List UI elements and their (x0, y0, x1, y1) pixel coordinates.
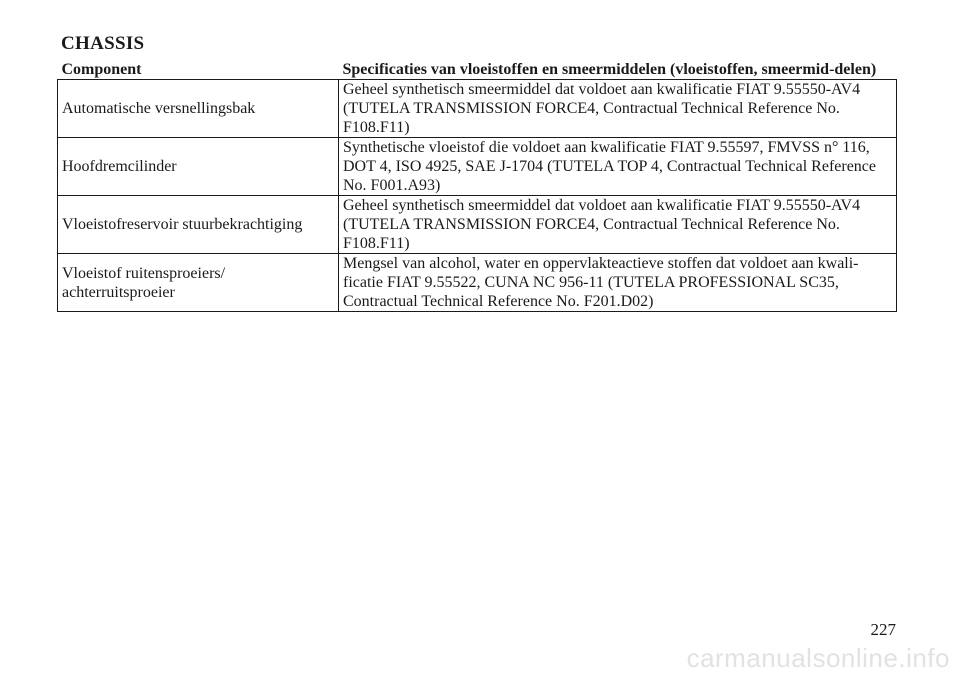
row-component-cell: Vloeistof ruitensproeiers/ achterruitsproeier (58, 254, 339, 312)
row-spec-cell: Mengsel van alcohol, water en oppervlakteactieve stoffen dat voldoet aan kwali-ficatie FIAT 9.55522, CUNA NC 956-11 (TUTELA PROFESSIONAL SC35, Contractual Technical Reference No. F201.D02) (339, 254, 897, 312)
row-spec-cell: Geheel synthetisch smeermiddel dat voldoet aan kwalificatie FIAT 9.55550-AV4 (TUTELA TRANSMISSION FORCE4, Contractual Technical Reference No. F108.F11) (339, 196, 897, 254)
section-title: CHASSIS (61, 33, 145, 54)
table-row (58, 80, 897, 138)
header-component: Component (58, 60, 339, 80)
page-number: 227 (870, 620, 896, 639)
row-spec-cell: Synthetische vloeistof die voldoet aan kwalificatie FIAT 9.55597, FMVSS n° 116, DOT 4, ISO 4925, SAE J-1704 (TUTELA TOP 4, Contractual Technical Reference No. F001.A93) (339, 138, 897, 196)
table-row (58, 254, 897, 312)
row-component-cell: Automatische versnellingsbak (58, 80, 339, 138)
header-spec: Specificaties van vloeistoffen en smeermiddelen (vloeistoffen, smeermid-delen) (339, 60, 897, 80)
row-component-cell: Vloeistofreservoir stuurbekrachtiging (58, 196, 339, 254)
fluids-spec-table (57, 60, 897, 312)
watermark-text: carmanualsonline.info (686, 643, 950, 673)
row-component-cell: Hoofdremcilinder (58, 138, 339, 196)
table-header-row (58, 60, 897, 80)
row-spec-cell: Geheel synthetisch smeermiddel dat voldoet aan kwalificatie FIAT 9.55550-AV4 (TUTELA TRANSMISSION FORCE4, Contractual Technical Reference No. F108.F11) (339, 80, 897, 138)
table-row (58, 138, 897, 196)
table-row (58, 196, 897, 254)
